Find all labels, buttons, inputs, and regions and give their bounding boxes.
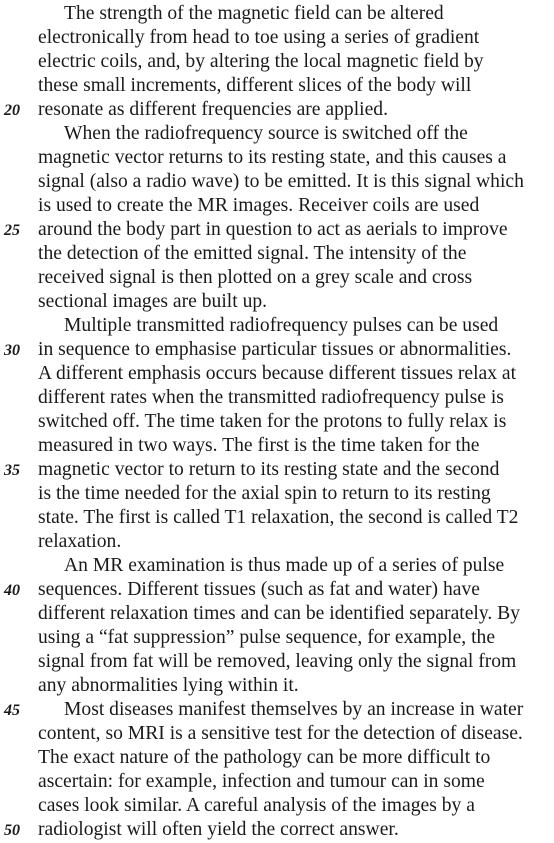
line-text: The strength of the magnetic field can be altered [64,3,444,24]
line-text: is used to create the MR images. Receiver coils are used [38,195,480,216]
text-line [0,362,554,386]
line-text: the detection of the emitted signal. The intensity of the [38,243,467,264]
text-line [0,746,554,770]
text-line [0,770,554,794]
line-text: content, so MRI is a sensitive test for the detection of disease. [38,723,523,744]
line-text: electronically from head to toe using a series of gradient [38,27,480,48]
line-text: any abnormalities lying within it. [38,675,299,696]
text-line [0,266,554,290]
line-text: radiologist will often yield the correct answer. [38,819,399,840]
text-line [0,650,554,674]
line-text: A different emphasis occurs because different tissues relax at [38,363,517,384]
line-text: different rates when the transmitted radiofrequency pulse is [38,387,504,408]
text-line [0,794,554,818]
line-text: signal (also a radio wave) to be emitted. It is this signal which [38,171,524,192]
line-text: resonate as different frequencies are applied. [38,99,388,120]
line-text: received signal is then plotted on a grey scale and cross [38,267,473,288]
line-text: relaxation. [38,531,122,552]
text-line [0,242,554,266]
line-text: sectional images are built up. [38,291,268,312]
text-line [0,314,554,338]
line-text: switched off. The time taken for the protons to fully relax is [38,411,507,432]
line-number: 45 [4,702,20,719]
line-text: signal from fat will be removed, leaving only the signal from [38,651,517,672]
line-text: ascertain: for example, infection and tumour can in some [38,771,485,792]
line-number: 25 [4,222,20,239]
text-line [0,74,554,98]
text-line [0,122,554,146]
line-text: The exact nature of the pathology can be more difficult to [38,747,491,768]
text-line [0,458,554,482]
line-text: sequences. Different tissues (such as fat and water) have [38,579,480,600]
text-line [0,434,554,458]
line-text: is the time needed for the axial spin to return to its resting [38,483,491,504]
text-line [0,338,554,362]
line-text: measured in two ways. The first is the time taken for the [38,435,480,456]
line-text: Most diseases manifest themselves by an increase in water [64,699,524,720]
line-number: 20 [4,102,20,119]
text-line [0,674,554,698]
text-line [0,98,554,122]
text-line [0,26,554,50]
text-line [0,506,554,530]
line-text: cases look similar. A careful analysis of the images by a [38,795,475,816]
line-number: 50 [4,822,20,839]
text-line [0,146,554,170]
text-line [0,50,554,74]
line-number: 40 [4,582,20,599]
text-line [0,482,554,506]
line-text: different relaxation times and can be identified separately. By [38,603,521,624]
text-line [0,218,554,242]
text-line [0,410,554,434]
line-text: using a “fat suppression” pulse sequence, for example, the [38,627,496,648]
line-text: around the body part in question to act as aerials to improve [38,219,508,240]
line-text: Multiple transmitted radiofrequency pulses can be used [64,315,499,336]
text-line [0,722,554,746]
text-line [0,386,554,410]
line-text: in sequence to emphasise particular tissues or abnormalities. [38,339,512,360]
text-line [0,2,554,26]
text-line [0,554,554,578]
line-number: 35 [4,462,20,479]
text-line [0,578,554,602]
text-line [0,698,554,722]
text-line [0,818,554,842]
line-number: 30 [4,342,20,359]
text-line [0,626,554,650]
text-line [0,290,554,314]
line-text: magnetic vector returns to its resting state, and this causes a [38,147,507,168]
line-text: these small increments, different slices of the body will [38,75,472,96]
line-text: magnetic vector to return to its resting state and the second [38,459,500,480]
line-text: An MR examination is thus made up of a series of pulse [64,555,505,576]
line-text: electric coils, and, by altering the local magnetic field by [38,51,484,72]
line-text: state. The first is called T1 relaxation, the second is called T2 [38,507,519,528]
text-line [0,170,554,194]
text-line [0,602,554,626]
text-line [0,530,554,554]
line-text: When the radiofrequency source is switched off the [64,123,468,144]
text-line [0,194,554,218]
